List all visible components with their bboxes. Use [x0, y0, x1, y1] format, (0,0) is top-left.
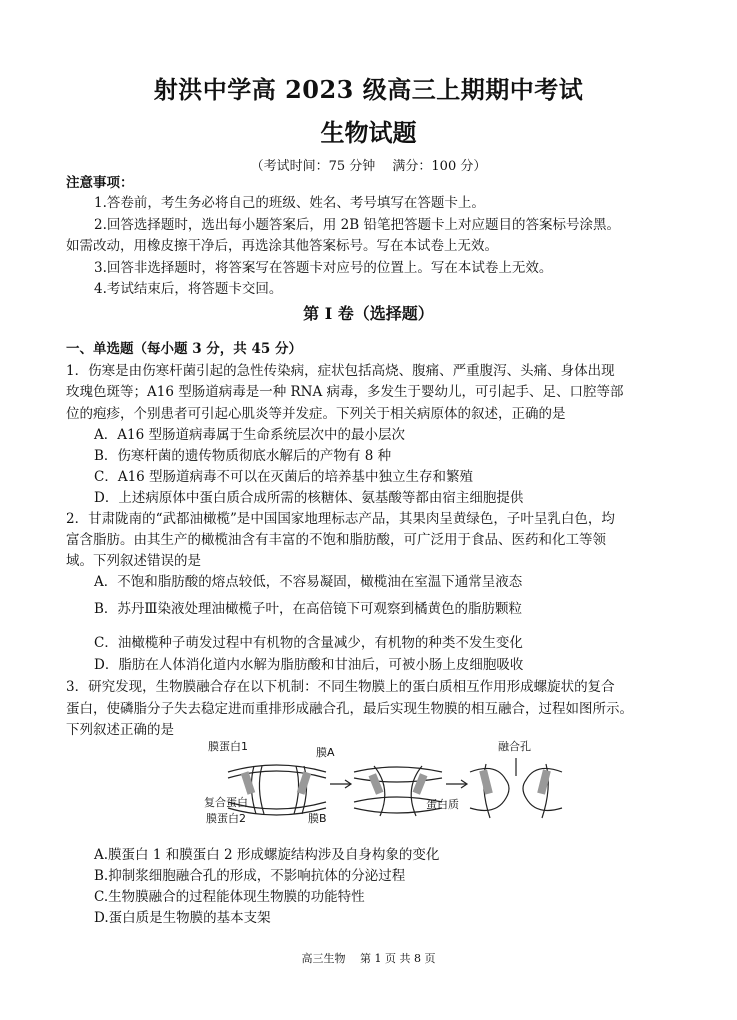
label-membrane-b: 膜B: [308, 812, 327, 825]
option-a: A．A16 型肠道病毒属于生命系统层次中的最小层次: [94, 427, 405, 443]
part-heading: 一、单选题（每小题 3 分，共 45 分）: [66, 341, 302, 357]
page-footer: 高三生物 第 1 页 共 8 页: [301, 952, 436, 965]
label-pore: 融合孔: [498, 740, 531, 753]
question-stem: 位的疱疹，个别患者可引起心肌炎等并发症。下列关于相关病原体的叙述，正确的是: [66, 406, 566, 422]
exam-info: （考试时间：75 分钟 满分：100 分）: [250, 159, 487, 174]
option-d: D．脂肪在人体消化道内水解为脂肪酸和甘油后，可被小肠上皮细胞吸收: [94, 657, 524, 673]
question-stem: 1．伤寒是由伤寒杆菌引起的急性传染病，症状包括高烧、腹痛、严重腹泻、头痛、身体出现: [66, 363, 615, 379]
question-stem: 富含脂肪。由其生产的橄榄油含有丰富的不饱和脂肪酸，可广泛用于食品、医药和化工等领: [66, 532, 606, 548]
option-a: A.膜蛋白 1 和膜蛋白 2 形成螺旋结构涉及自身构象的变化: [94, 847, 440, 863]
label-protein2: 膜蛋白2: [206, 812, 246, 825]
page-subtitle: 生物试题: [320, 118, 417, 147]
option-a: A．不饱和脂肪酸的熔点较低，不容易凝固，橄榄油在室温下通常呈液态: [94, 574, 523, 590]
notice-item: 1.答卷前，考生务必将自己的班级、姓名、考号填写在答题卡上。: [94, 195, 485, 211]
question-stem: 蛋白，使磷脂分子失去稳定进而重排形成融合孔，最后实现生物膜的相互融合，过程如图所示。: [66, 701, 633, 717]
page-title: 射洪中学高 2023 级高三上期期中考试: [153, 75, 584, 104]
label-membrane-a: 膜A: [316, 746, 335, 759]
question-stem: 域。下列叙述错误的是: [66, 553, 201, 569]
question-stem: 3．研究发现，生物膜融合存在以下机制：不同生物膜上的蛋白质相互作用形成螺旋状的复合: [66, 679, 615, 695]
label-protein: 蛋白质: [426, 798, 459, 811]
option-b: B．伤寒杆菌的遗传物质彻底水解后的产物有 8 种: [94, 448, 392, 464]
notice-heading: 注意事项：: [66, 175, 134, 191]
label-protein1: 膜蛋白1: [208, 740, 248, 753]
notice-item: 4.考试结束后，将答题卡交回。: [94, 281, 283, 297]
option-b: B.抑制浆细胞融合孔的形成，不影响抗体的分泌过程: [94, 868, 406, 884]
question-stem: 玫瑰色斑等；A16 型肠道病毒是一种 RNA 病毒，多发生于婴幼儿，可引起手、足、口腔等部: [66, 384, 624, 400]
notice-item: 2.回答选择题时，选出每小题答案后，用 2B 铅笔把答题卡上对应题目的答案标号涂黑。: [94, 217, 620, 233]
option-c: C.生物膜融合的过程能体现生物膜的功能特性: [94, 889, 365, 905]
question-stem: 2．甘肃陇南的“武都油橄榄”是中国国家地理标志产品，其果肉呈黄绿色，子叶呈乳白色，均: [66, 511, 615, 527]
section-title: 第 I 卷（选择题）: [303, 304, 434, 323]
option-c: C．油橄榄种子萌发过程中有机物的含量减少，有机物的种类不发生变化: [94, 635, 523, 651]
option-c: C．A16 型肠道病毒不可以在灭菌后的培养基中独立生存和繁殖: [94, 469, 474, 485]
notice-item: 如需改动，用橡皮擦干净后，再选涂其他答案标号。写在本试卷上无效。: [66, 238, 498, 254]
question-stem: 下列叙述正确的是: [66, 722, 174, 738]
membrane-fusion-diagram: [196, 736, 568, 832]
option-b: B．苏丹Ⅲ染液处理油橄榄子叶，在高倍镜下可观察到橘黄色的脂肪颗粒: [94, 601, 522, 617]
option-d: D．上述病原体中蛋白质合成所需的核糖体、氨基酸等都由宿主细胞提供: [94, 490, 524, 506]
option-d: D.蛋白质是生物膜的基本支架: [94, 910, 271, 926]
notice-item: 3.回答非选择题时，将答案写在答题卡对应号的位置上。写在本试卷上无效。: [94, 260, 553, 276]
label-complex: 复合蛋白: [204, 796, 248, 809]
